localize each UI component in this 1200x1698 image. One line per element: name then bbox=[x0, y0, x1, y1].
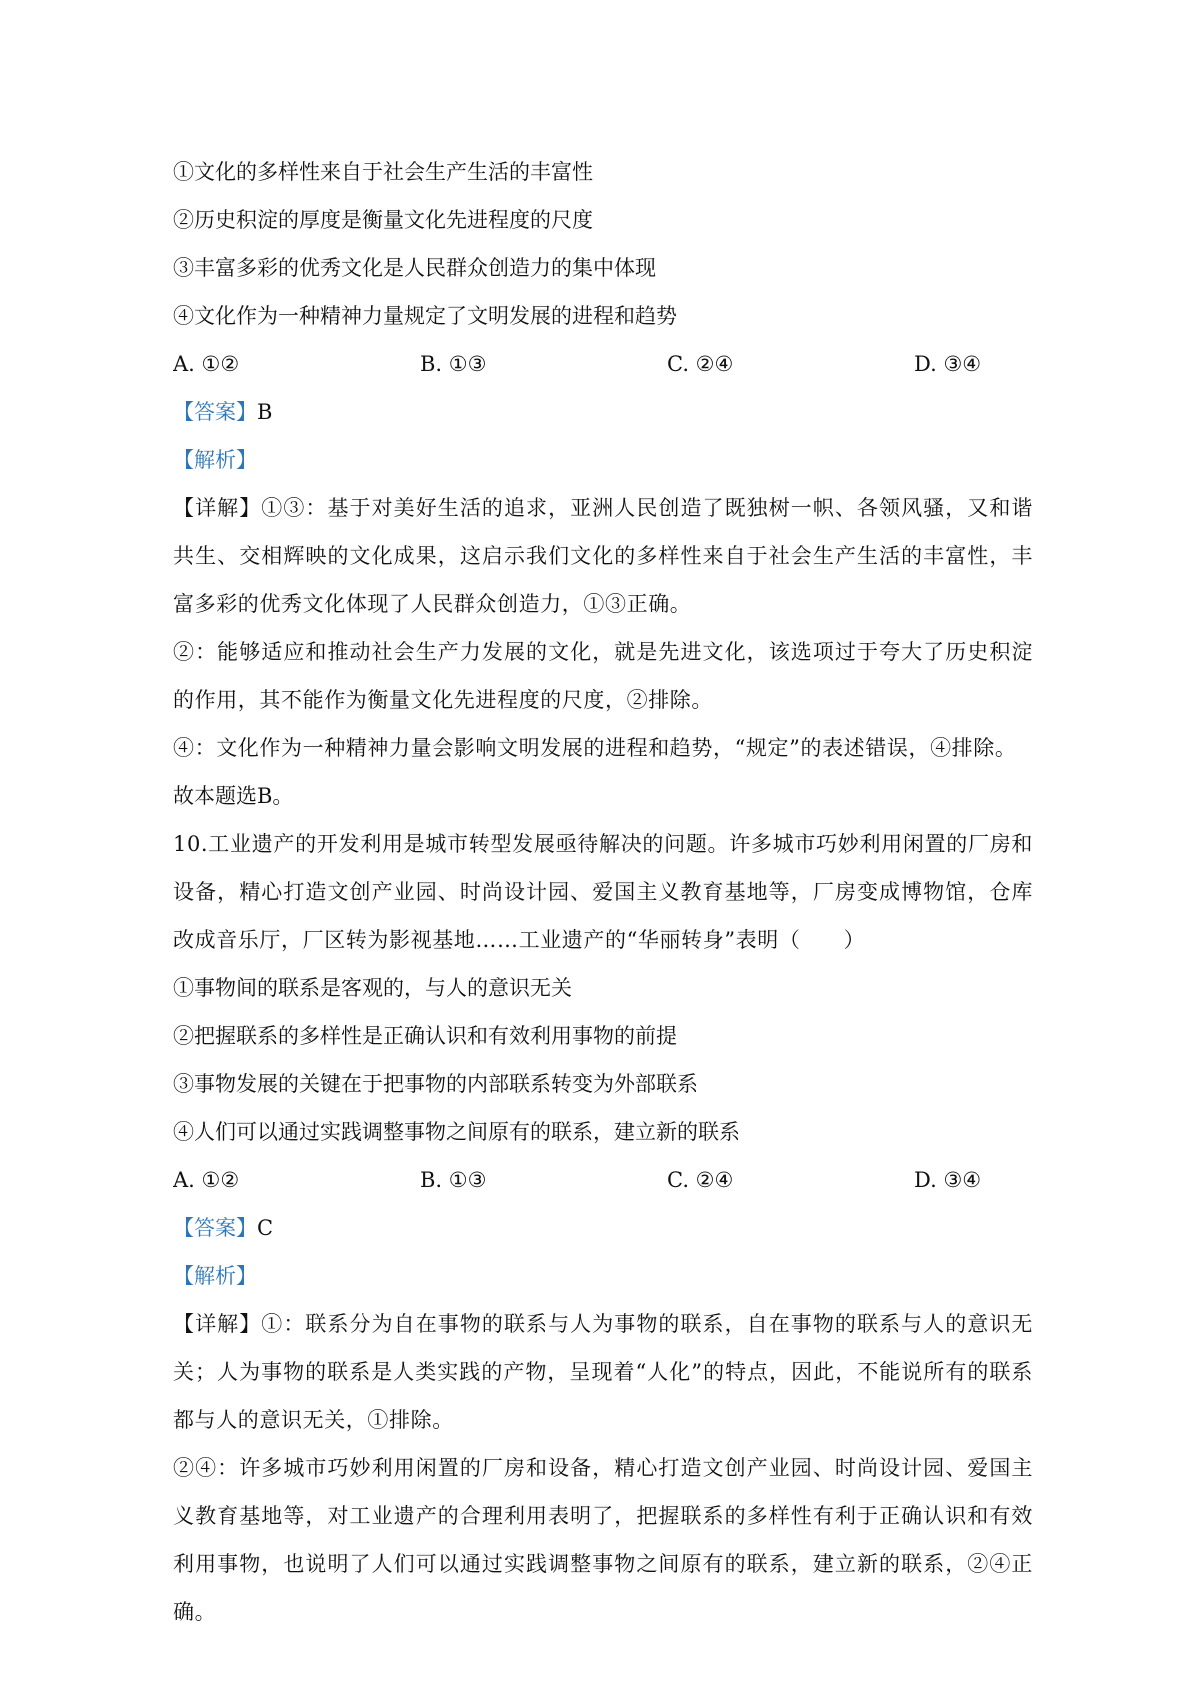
q9-conclusion: 故本题选B。 bbox=[173, 784, 294, 808]
q10-statement-2: ②把握联系的多样性是正确认识和有效利用事物的前提 bbox=[173, 1024, 677, 1048]
q10-analysis bbox=[173, 1252, 1033, 1300]
q10-statement-1: ①事物间的联系是客观的，与人的意识无关 bbox=[173, 976, 572, 1000]
q10-detail-text: ①：联系分为自在事物的联系与人为事物的联系，自在事物的联系与人的意识无关；人为事物的联系是人类实践的产物，呈现着“人化”的特点，因此，不能说所有的联系都与人的意识无关，①排除。 bbox=[173, 1312, 1034, 1432]
q9-detail-paragraph bbox=[173, 484, 1033, 628]
q9-statement-2: ②历史积淀的厚度是衡量文化先进程度的尺度 bbox=[173, 208, 593, 232]
q10-option-a: A. ①② bbox=[173, 1168, 240, 1192]
q10-detail-tag: 【详解】 bbox=[173, 1312, 262, 1336]
q10-statement-4: ④人们可以通过实践调整事物之间原有的联系，建立新的联系 bbox=[173, 1120, 740, 1144]
q9-option-c: C. ②④ bbox=[667, 352, 734, 376]
q9-answer bbox=[173, 388, 1033, 436]
q9-option-d: D. ③④ bbox=[914, 352, 982, 376]
q9-option-b: B. ①③ bbox=[420, 352, 487, 376]
q9-detail-4: ④：文化作为一种精神力量会影响文明发展的进程和趋势，“规定”的表述错误，④排除。 bbox=[173, 736, 1017, 760]
q9-statement-3: ③丰富多彩的优秀文化是人民群众创造力的集中体现 bbox=[173, 256, 656, 280]
q9-analysis-tag: 【解析】 bbox=[173, 448, 257, 472]
q9-statement-4: ④文化作为一种精神力量规定了文明发展的进程和趋势 bbox=[173, 304, 677, 328]
q10-answer-value: C bbox=[257, 1216, 274, 1240]
q10-analysis-tag: 【解析】 bbox=[173, 1264, 257, 1288]
q9-answer-tag: 【答案】 bbox=[173, 400, 257, 424]
q9-statement-1: ①文化的多样性来自于社会生产生活的丰富性 bbox=[173, 160, 593, 184]
q10-option-b: B. ①③ bbox=[420, 1168, 487, 1192]
q9-analysis bbox=[173, 436, 1033, 484]
q10-option-c: C. ②④ bbox=[667, 1168, 734, 1192]
q9-answer-value: B bbox=[257, 400, 273, 424]
q10-detail-paragraph bbox=[173, 1300, 1033, 1444]
q10-options bbox=[173, 1156, 1033, 1204]
q9-option-a: A. ①② bbox=[173, 352, 240, 376]
q9-detail-2: ②：能够适应和推动社会生产力发展的文化，就是先进文化，该选项过于夸大了历史积淀的作用，其不能作为衡量文化先进程度的尺度，②排除。 bbox=[173, 640, 1033, 712]
q10-stem: 10.工业遗产的开发利用是城市转型发展亟待解决的问题。许多城市巧妙利用闲置的厂房和设备，精心打造文创产业园、时尚设计园、爱国主义教育基地等，厂房变成博物馆，仓库改成音乐厅，厂区转为影视基地……工业遗产的“华丽转身”表明（ ） bbox=[173, 832, 1033, 952]
q10-answer-tag: 【答案】 bbox=[173, 1216, 257, 1240]
q10-detail-24: ②④：许多城市巧妙利用闲置的厂房和设备，精心打造文创产业园、时尚设计园、爱国主义教育基地等，对工业遗产的合理利用表明了，把握联系的多样性有利于正确认识和有效利用事物，也说明了人们可以通过实践调整事物之间原有的联系，建立新的联系，②④正确。 bbox=[173, 1456, 1033, 1624]
q9-detail-text: ①③：基于对美好生活的追求，亚洲人民创造了既独树一帜、各领风骚，又和谐共生、交相辉映的文化成果，这启示我们文化的多样性来自于社会生产生活的丰富性，丰富多彩的优秀文化体现了人民群众创造力，①③正确。 bbox=[173, 496, 1034, 616]
q9-detail-tag: 【详解】 bbox=[173, 496, 262, 520]
page-content bbox=[173, 148, 1033, 1636]
q10-option-d: D. ③④ bbox=[914, 1168, 982, 1192]
q9-options bbox=[173, 340, 1033, 388]
q10-statement-3: ③事物发展的关键在于把事物的内部联系转变为外部联系 bbox=[173, 1072, 698, 1096]
q10-answer bbox=[173, 1204, 1033, 1252]
